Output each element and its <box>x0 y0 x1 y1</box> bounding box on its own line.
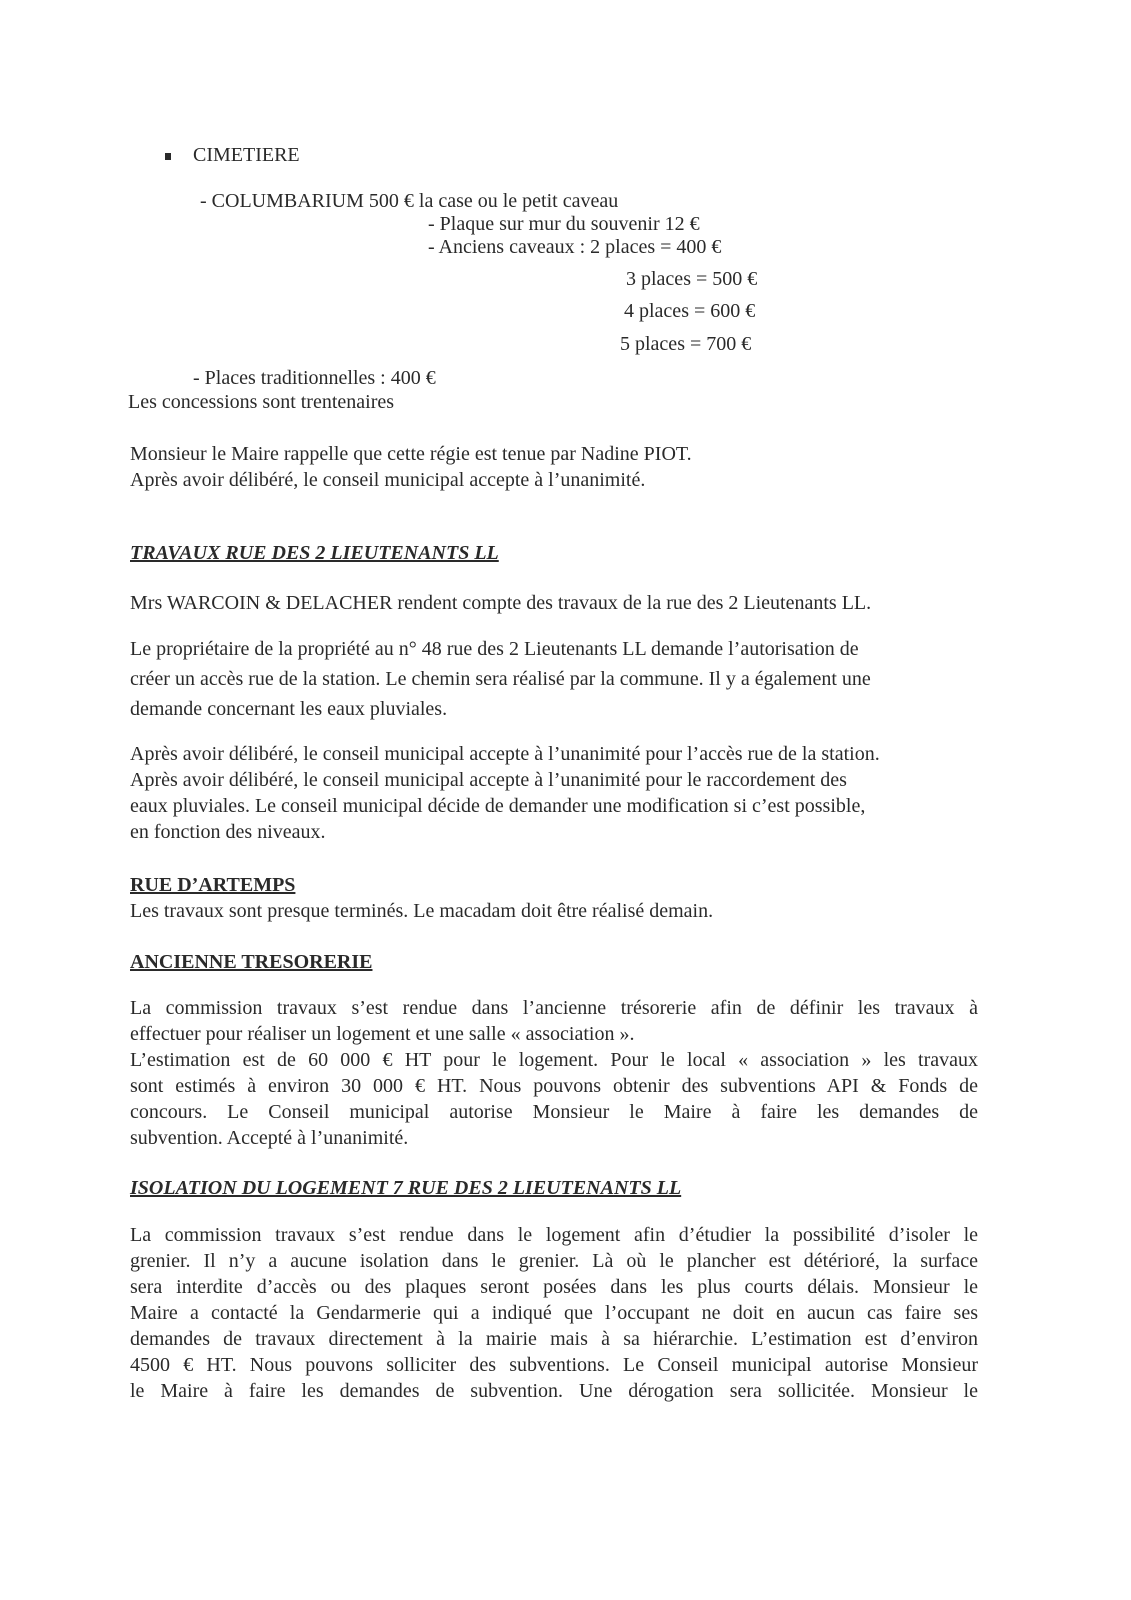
paragraph-line: grenier. Il n’y a aucune isolation dans le grenier. Là où le plancher est détérioré, la surface <box>130 1250 978 1272</box>
places-3-line: 3 places = 500 € <box>626 268 758 290</box>
paragraph-line: L’estimation est de 60 000 € HT pour le logement. Pour le local « association » les travaux <box>130 1049 978 1071</box>
columbarium-line: - COLUMBARIUM 500 € la case ou le petit caveau <box>200 190 619 212</box>
concessions-line: Les concessions sont trentenaires <box>128 391 395 413</box>
paragraph-line: en fonction des niveaux. <box>130 821 326 843</box>
paragraph-line: créer un accès rue de la station. Le chemin sera réalisé par la commune. Il y a également une <box>130 668 871 690</box>
artemps-heading: RUE D’ARTEMPS <box>130 874 296 896</box>
paragraph-line: Après avoir délibéré, le conseil municipal accepte à l’unanimité pour le raccordement des <box>130 769 847 791</box>
paragraph-line: le Maire à faire les demandes de subvention. Une dérogation sera sollicitée. Monsieur le <box>130 1380 978 1402</box>
paragraph-line: sont estimés à environ 30 000 € HT. Nous pouvons obtenir des subventions API & Fonds de <box>130 1075 978 1097</box>
paragraph-line: Après avoir délibéré, le conseil municipal accepte à l’unanimité pour l’accès rue de la station. <box>130 743 880 765</box>
paragraph-line: Maire a contacté la Gendarmerie qui a indiqué que l’occupant ne doit en aucun cas faire ses <box>130 1302 978 1324</box>
paragraph-line: eaux pluviales. Le conseil municipal décide de demander une modification si c’est possible, <box>130 795 866 817</box>
paragraph-line: Les travaux sont presque terminés. Le macadam doit être réalisé demain. <box>130 900 714 922</box>
bullet-square-icon <box>165 153 171 160</box>
paragraph-line: subvention. Accepté à l’unanimité. <box>130 1127 409 1149</box>
paragraph-line: demande concernant les eaux pluviales. <box>130 698 448 720</box>
paragraph-line: La commission travaux s’est rendue dans l’ancienne trésorerie afin de définir les travaux à <box>130 997 978 1019</box>
isolation-paragraph <box>130 1222 978 1404</box>
places-5-line: 5 places = 700 € <box>620 333 752 355</box>
tresorerie-heading: ANCIENNE TRESORERIE <box>130 951 373 973</box>
paragraph-line: 4500 € HT. Nous pouvons solliciter des subventions. Le Conseil municipal autorise Monsieur <box>130 1354 978 1376</box>
tresorerie-paragraph <box>130 995 978 1151</box>
cimetiere-title: CIMETIERE <box>193 144 300 166</box>
travaux-rue-paragraph-2 <box>130 634 978 724</box>
paragraph-line: effectuer pour réaliser un logement et une salle « association ». <box>130 1023 635 1045</box>
paragraph-line: Mrs WARCOIN & DELACHER rendent compte des travaux de la rue des 2 Lieutenants LL. <box>130 592 872 614</box>
places-4-line: 4 places = 600 € <box>624 300 756 322</box>
paragraph-line: La commission travaux s’est rendue dans le logement afin d’étudier la possibilité d’isoler le <box>130 1224 978 1246</box>
travaux-rue-paragraph-3 <box>130 741 978 845</box>
plaque-line: - Plaque sur mur du souvenir 12 € <box>428 213 700 235</box>
anciens-caveaux-line: - Anciens caveaux : 2 places = 400 € <box>428 236 722 258</box>
travaux-rue-heading: TRAVAUX RUE DES 2 LIEUTENANTS LL <box>130 542 499 564</box>
paragraph-line: Le propriétaire de la propriété au n° 48 rue des 2 Lieutenants LL demande l’autorisation de <box>130 638 859 660</box>
paragraph-line: demandes de travaux directement à la mairie mais à sa hiérarchie. L’estimation est d’environ <box>130 1328 978 1350</box>
regie-paragraph <box>130 441 978 493</box>
artemps-paragraph <box>130 898 978 924</box>
paragraph-line: sera interdite d’accès ou des plaques seront posées dans les plus courts délais. Monsieur le <box>130 1276 978 1298</box>
places-traditionnelles-line: - Places traditionnelles : 400 € <box>193 367 436 389</box>
travaux-rue-paragraph-1 <box>130 590 978 616</box>
regie-line: Après avoir délibéré, le conseil municipal accepte à l’unanimité. <box>130 469 646 491</box>
paragraph-line: concours. Le Conseil municipal autorise Monsieur le Maire à faire les demandes de <box>130 1101 978 1123</box>
regie-line: Monsieur le Maire rappelle que cette régie est tenue par Nadine PIOT. <box>130 443 692 465</box>
isolation-heading: ISOLATION DU LOGEMENT 7 RUE DES 2 LIEUTENANTS LL <box>130 1177 682 1199</box>
